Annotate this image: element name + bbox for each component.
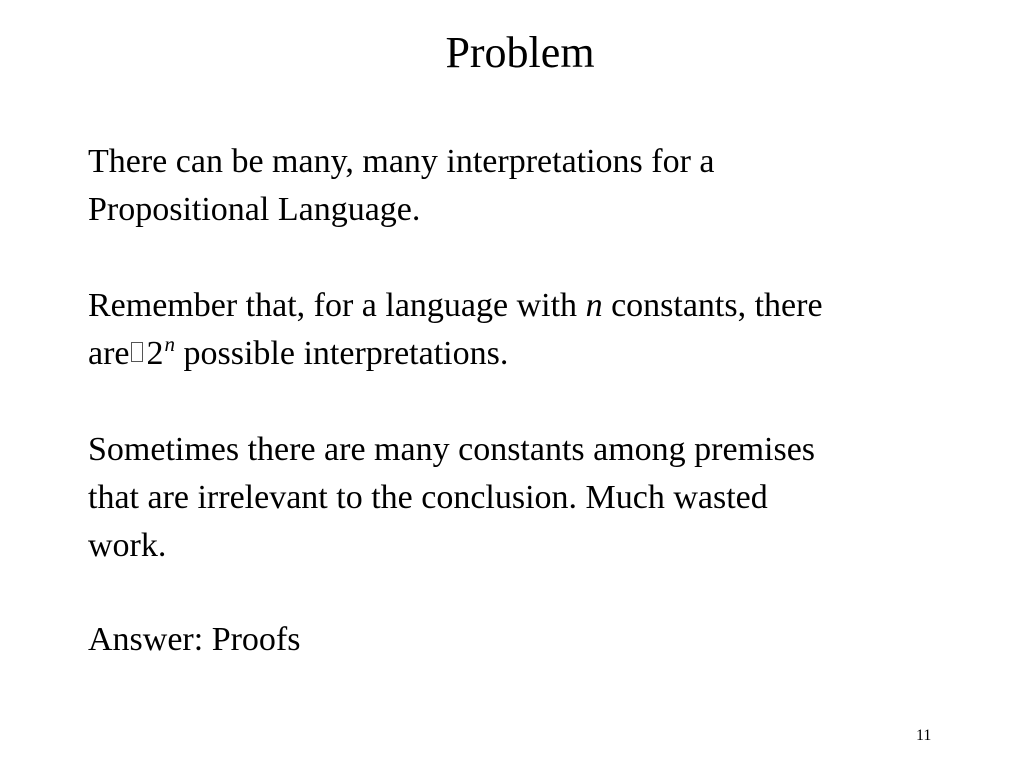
paragraph-line: Sometimes there are many constants among premises (88, 431, 816, 468)
paragraph-line: work. (88, 527, 167, 564)
paragraph-line: Answer: Proofs (88, 621, 301, 658)
text-segment: Remember that, for a language with (88, 287, 586, 324)
power-exponent: n (164, 332, 176, 356)
page-number: 11 (916, 727, 932, 744)
power-base: 2 (146, 335, 164, 372)
paragraph-remember (88, 282, 968, 381)
paragraph-interpretations (88, 138, 968, 234)
text-segment: constants, there (602, 287, 823, 324)
paragraph-line (88, 282, 968, 330)
slide-title: Problem (445, 28, 595, 77)
missing-glyph-icon (131, 342, 143, 362)
paragraph-line: Propositional Language. (88, 191, 421, 228)
paragraph-irrelevant-constants (88, 426, 968, 570)
paragraph-line (88, 330, 968, 381)
paragraph-line: There can be many, many interpretations for a (88, 143, 715, 180)
text-segment: are (88, 335, 130, 372)
text-segment: possible interpretations. (175, 335, 509, 372)
paragraph-line: that are irrelevant to the conclusion. Much wasted (88, 479, 768, 516)
paragraph-answer (88, 616, 968, 664)
variable-n: n (585, 287, 603, 324)
